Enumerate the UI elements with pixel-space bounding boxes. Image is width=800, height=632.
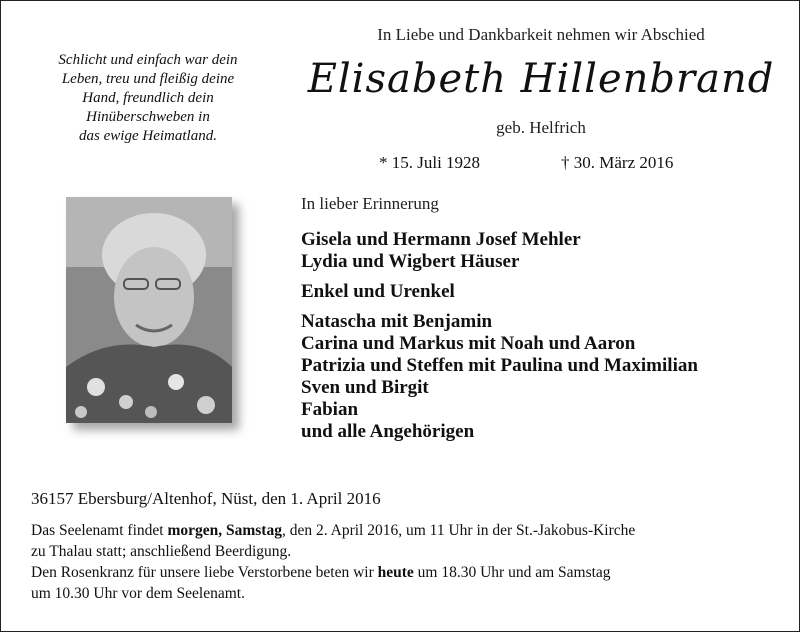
poem bbox=[23, 51, 273, 146]
poem-line: Hinüberschweben in bbox=[86, 109, 210, 125]
poem-line: Schlicht und einfach war dein bbox=[58, 52, 238, 68]
mourner: Carina und Markus mit Noah und Aaron bbox=[301, 333, 636, 354]
notice-line: um 10.30 Uhr vor dem Seelenamt. bbox=[31, 585, 245, 602]
notice-line: zu Thalau statt; anschließend Beerdigung. bbox=[31, 543, 292, 560]
memory-label: In lieber Erinnerung bbox=[301, 194, 439, 213]
poem-line: das ewige Heimatland. bbox=[79, 128, 217, 144]
deceased-name: Elisabeth Hillenbrand bbox=[307, 56, 775, 102]
birth-date: * 15. Juli 1928 bbox=[379, 153, 481, 172]
mourner: Gisela und Hermann Josef Mehler bbox=[301, 229, 581, 250]
intro-text: In Liebe und Dankbarkeit nehmen wir Abschied bbox=[377, 25, 705, 44]
notice-text: Das Seelenamt findet bbox=[31, 522, 168, 539]
notice-text: Den Rosenkranz für unsere liebe Verstorbene beten wir bbox=[31, 564, 378, 581]
service-notice bbox=[31, 520, 781, 604]
notice-emphasis: heute bbox=[377, 564, 414, 581]
maiden-name: geb. Helfrich bbox=[496, 118, 586, 137]
notice-line bbox=[31, 520, 781, 541]
notice-emphasis: morgen, Samstag bbox=[167, 522, 282, 539]
mourner: Lydia und Wigbert Häuser bbox=[301, 251, 520, 272]
mourners-list bbox=[301, 229, 698, 443]
mourner: Natascha mit Benjamin bbox=[301, 311, 493, 332]
portrait-image bbox=[66, 197, 232, 423]
mourner: Patrizia und Steffen mit Paulina und Maximilian bbox=[301, 355, 698, 376]
notice-line bbox=[31, 562, 781, 583]
mourner: und alle Angehörigen bbox=[301, 421, 475, 442]
mourner: Fabian bbox=[301, 399, 359, 420]
portrait-photo bbox=[66, 197, 232, 423]
place-date: 36157 Ebersburg/Altenhof, Nüst, den 1. April 2016 bbox=[31, 489, 381, 508]
poem-line: Hand, freundlich dein bbox=[82, 90, 214, 106]
notice-text: , den 2. April 2016, um 11 Uhr in der St.-Jakobus-Kirche bbox=[281, 522, 636, 539]
mourner: Enkel und Urenkel bbox=[301, 281, 455, 302]
mourner: Sven und Birgit bbox=[301, 377, 429, 398]
poem-line: Leben, treu und fleißig deine bbox=[61, 71, 235, 87]
death-date: † 30. März 2016 bbox=[561, 153, 674, 172]
notice-text: um 18.30 Uhr und am Samstag bbox=[413, 564, 611, 581]
